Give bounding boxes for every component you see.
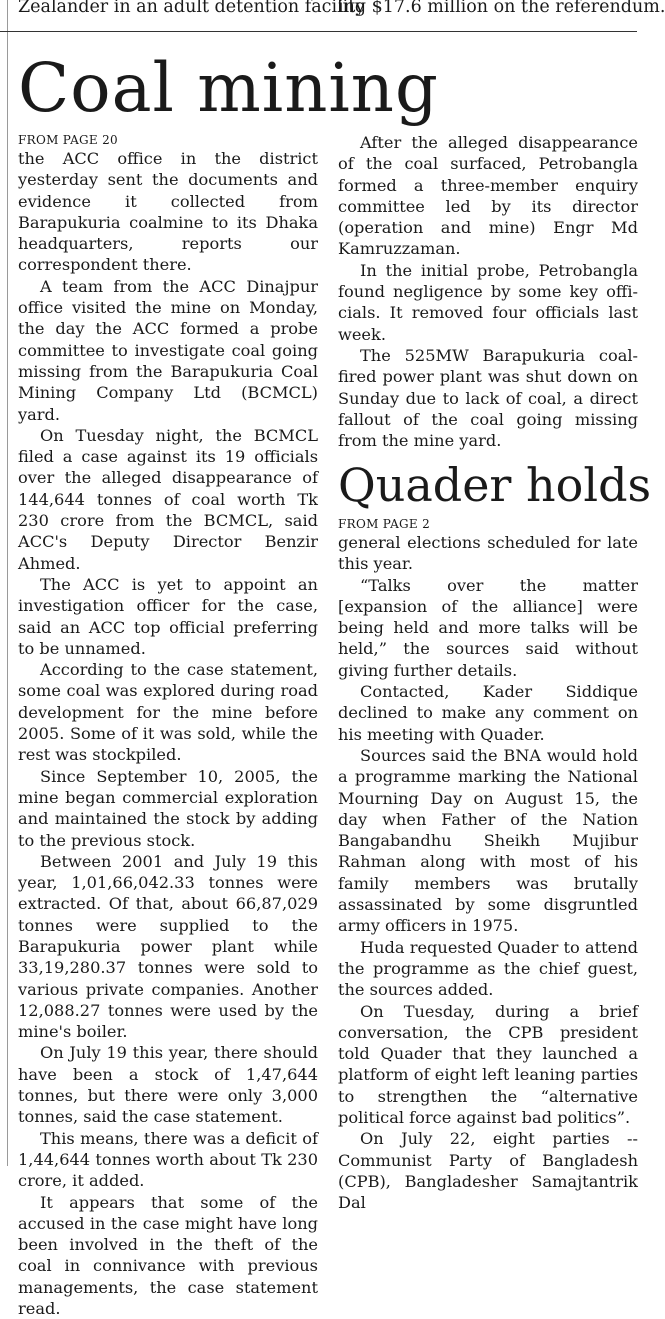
coal-mining-headline: Coal mining (18, 49, 439, 127)
quader-from-page-label: FROM PAGE 2 (338, 517, 431, 531)
quader-paragraph: Sources said the BNA would hold a programme marking the National Mourning Day on August 15, the day when Father of the Nation Bangabandhu Sheikh Mujibur Rahman along with most of his family members was brutally assassinated by some disgruntled army officers in 1975. (338, 745, 638, 936)
coal-paragraph: After the alleged disappearance of the coal surfaced, Petrobangla formed a three-member enquiry committee led by its director (operation and mine) Engr Md Kamruzzaman. (338, 133, 638, 259)
coal-paragraph: According to the case statement, some coal was explored during road development for the mine before 2005. Some of it was sold, while the rest was stockpiled. (18, 660, 318, 765)
quader-paragraph: On July 22, eight parties -- Communist Party of Bangladesh (CPB), Bangladesher Samajtantrik Dal (338, 1129, 638, 1213)
previous-story-tail-right: ing $17.6 million on the referendum. (338, 0, 665, 17)
quader-paragraph: Huda requested Quader to attend the programme as the chief guest, the sources added. (338, 937, 638, 1000)
quader-paragraph: On Tuesday, during a brief conversation, the CPB president told Quader that they launched a platform of eight left leaning parties to strengthen the “alternative political force against bad politics”. (338, 1001, 638, 1128)
coal-from-page-label: FROM PAGE 20 (18, 133, 118, 147)
quader-story-column (338, 516, 638, 1214)
coal-story-column-right (338, 132, 638, 451)
coal-paragraph: This means, there was a deficit of 1,44,644 tonnes worth about Tk 230 crore, it added. (18, 1128, 318, 1191)
coal-paragraph: In the initial probe, Petrobangla found negligence by some key officials. It removed four officials last week. (338, 260, 638, 344)
quader-holds-headline: Quader holds (338, 458, 652, 512)
section-divider (0, 31, 637, 32)
coal-paragraph: Between 2001 and July 19 this year, 1,01,66,042.33 tonnes were extracted. Of that, about 66,87,029 tonnes were supplied to the Barapukuria power plant while 33,19,280.37 tonnes were sold to various private companies. Another 12,088.27 tonnes were used by the mine's boiler. (18, 851, 318, 1042)
coal-paragraph: The 525MW Barapukuria coal-fired power plant was shut down on Sunday due to lack of coal, a direct fallout of the coal going missing from the mine yard. (338, 345, 638, 451)
coal-paragraph: On Tuesday night, the BCMCL filed a case against its 19 officials over the alleged disappearance of 144,644 tonnes of coal worth Tk 230 crore from the BCMCL, said ACC's Deputy Director Benzir Ahmed. (18, 425, 318, 573)
quader-paragraph: general elections scheduled for late this year. (338, 533, 638, 574)
coal-story-column-left (18, 132, 318, 1319)
quader-paragraph: “Talks over the matter [expansion of the alliance] were being held and more talks will be held,” the sources said without giving further details. (338, 575, 638, 680)
coal-paragraph: the ACC office in the district yesterday sent the documents and evidence it collected from Barapukuria coalmine to its Dhaka headquarters, reports our correspondent there. (18, 149, 318, 275)
coal-paragraph: Since September 10, 2005, the mine began commercial exploration and maintained the stock by adding to the previous stock. (18, 766, 318, 850)
coal-paragraph: On July 19 this year, there should have been a stock of 1,47,644 tonnes, but there were only 3,000 tonnes, said the case statement. (18, 1043, 318, 1127)
previous-story-tail-left: Zealander in an adult detention facility (18, 0, 366, 17)
coal-paragraph: It appears that some of the accused in the case might have long been involved in the theft of the coal in connivance with previous managements, the case statement read. (18, 1192, 318, 1319)
column-rule-left (7, 0, 8, 1166)
quader-paragraph: Contacted, Kader Siddique declined to make any comment on his meeting with Quader. (338, 682, 638, 744)
coal-paragraph: A team from the ACC Dinajpur office visited the mine on Monday, the day the ACC formed a probe committee to investigate coal going missing from the Barapukuria Coal Mining Company Ltd (BCMCL) yard. (18, 276, 318, 424)
coal-paragraph: The ACC is yet to appoint an investigation officer for the case, said an ACC top official preferring to be unnamed. (18, 574, 318, 658)
